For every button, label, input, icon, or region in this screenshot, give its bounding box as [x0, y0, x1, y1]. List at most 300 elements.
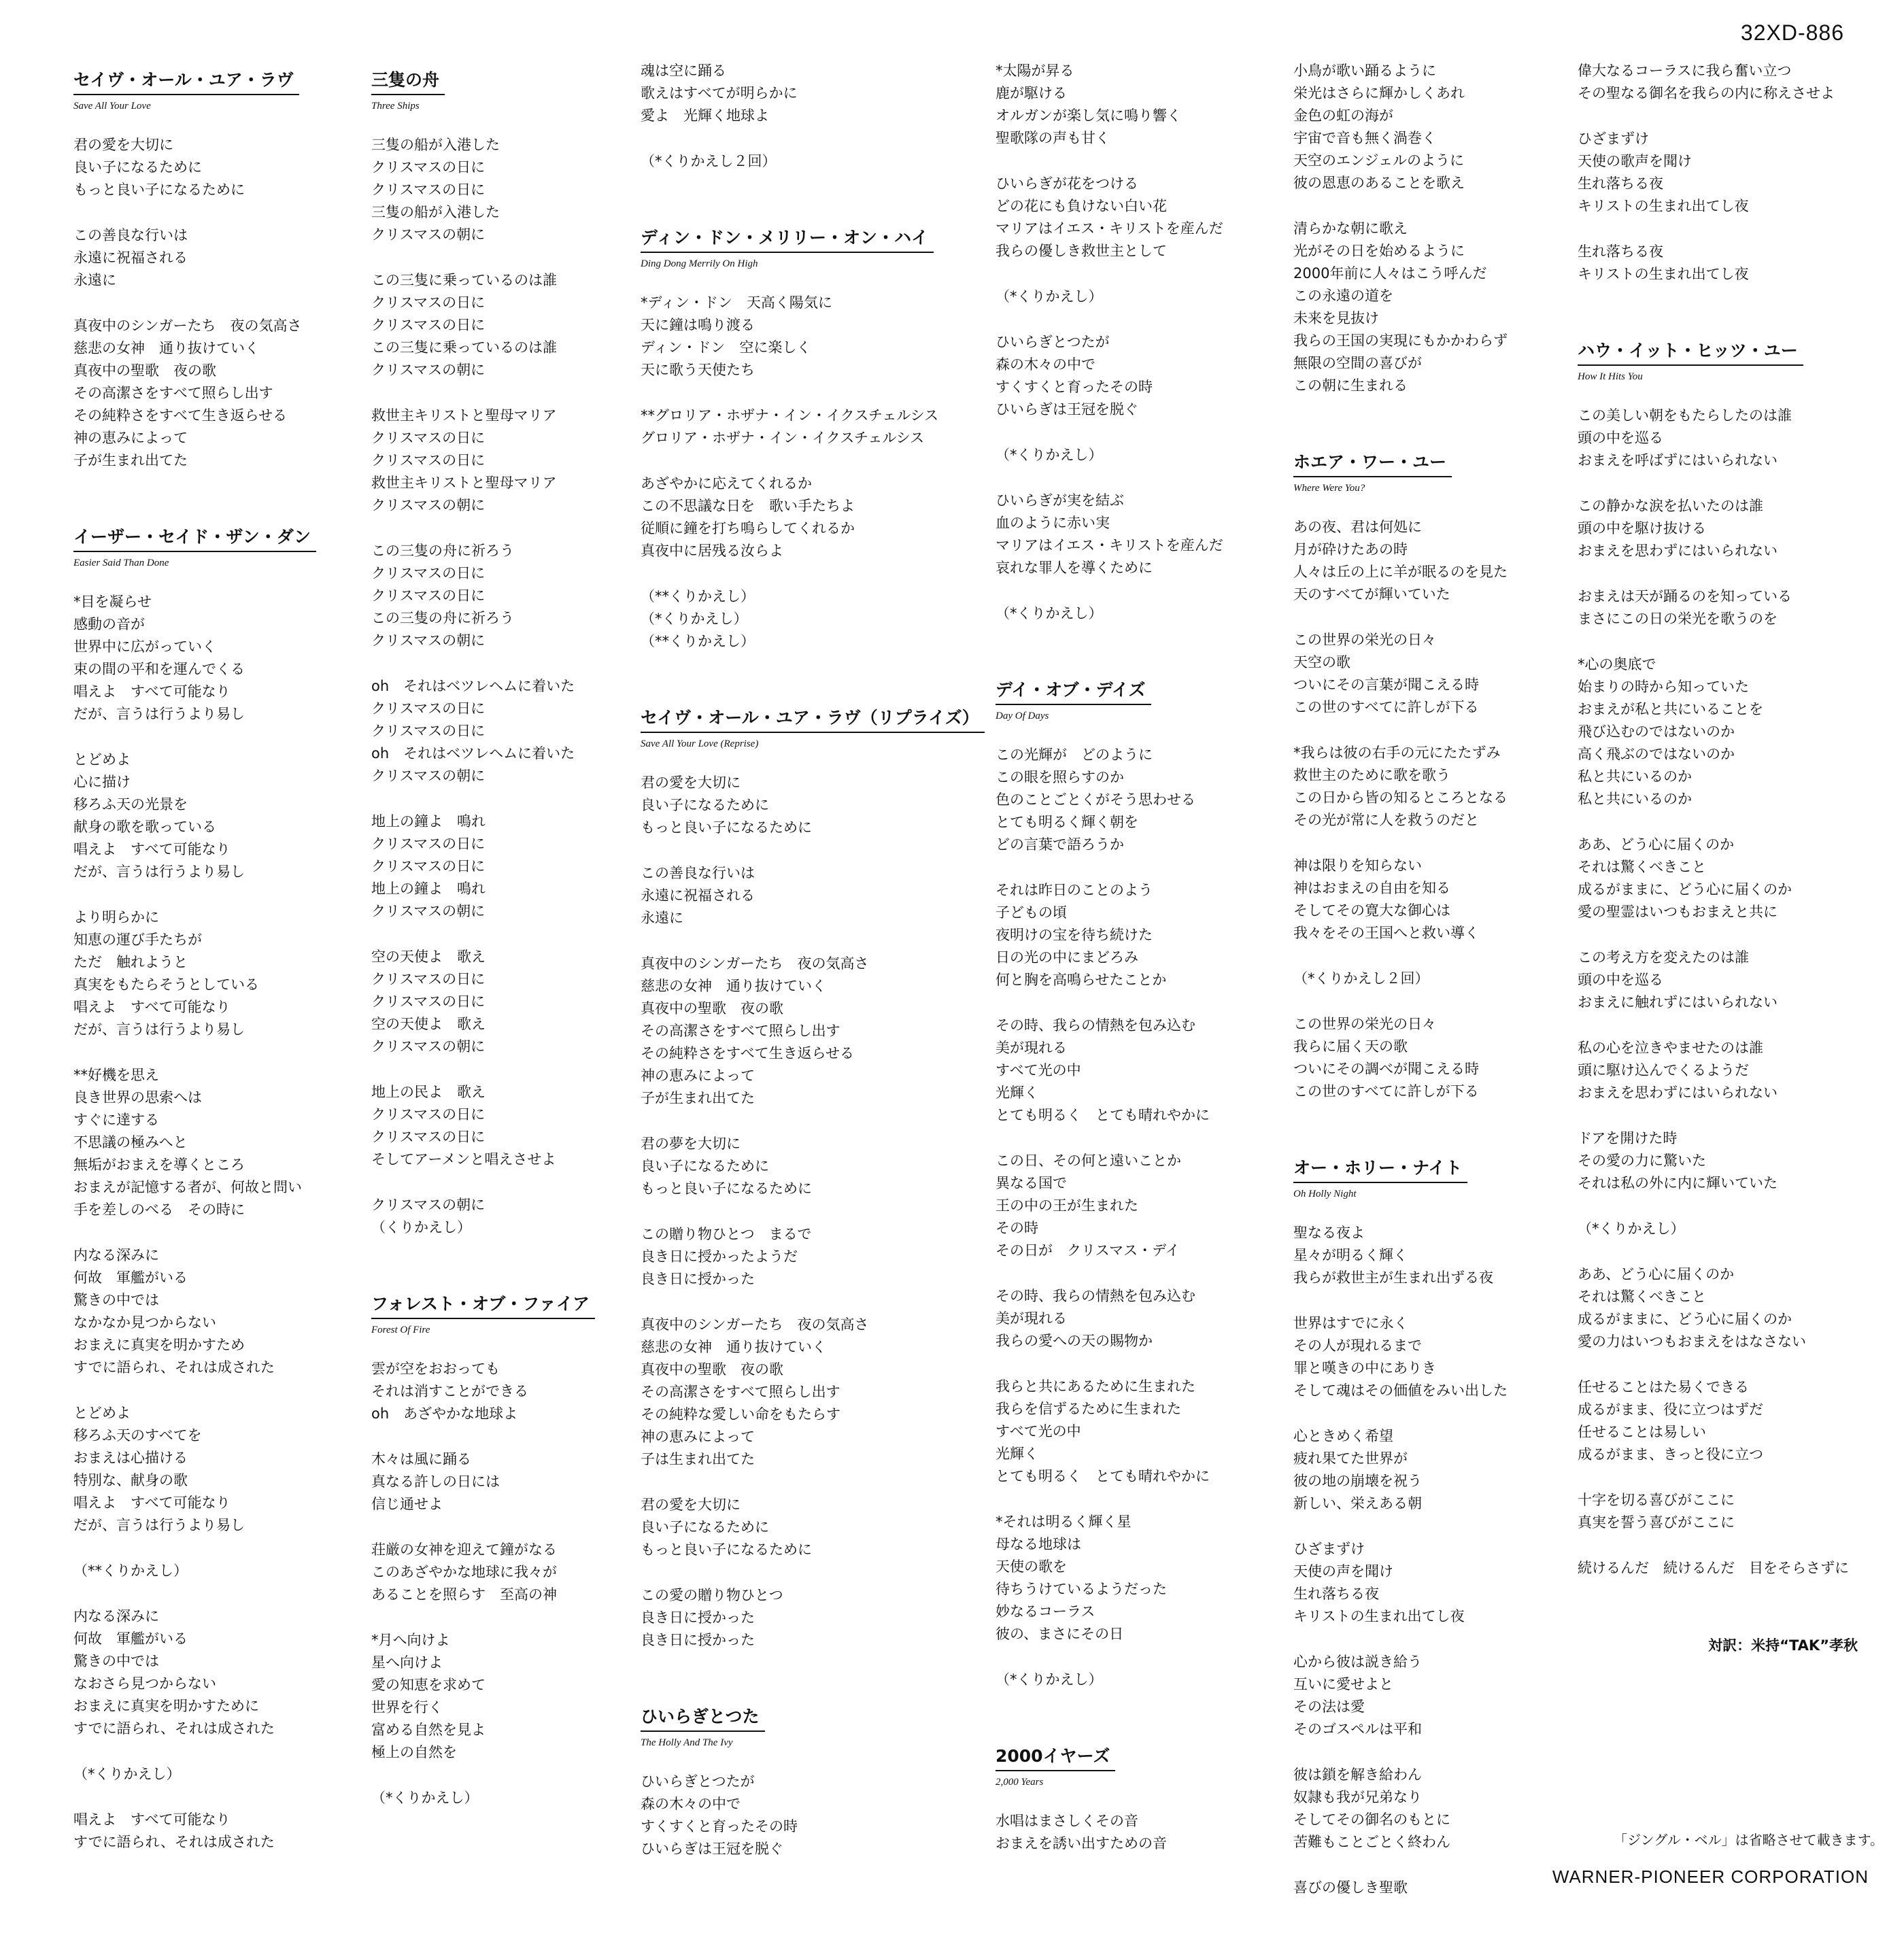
lyric-stanza	[641, 473, 926, 562]
lyric-line: 天空の歌	[1293, 654, 1350, 670]
lyric-line: キリストの生まれ出てし夜	[1578, 198, 1749, 214]
lyric-line: このあざやかな地球に我々が	[371, 1564, 557, 1580]
lyric-line: 美が現れる	[996, 1040, 1067, 1056]
lyric-stanza	[996, 490, 1281, 579]
lyric-stanza	[1293, 1764, 1579, 1854]
lyric-line: マリアはイエス・キリストを産んだ	[996, 537, 1223, 553]
lyric-line: 何と胸を高鳴らせたことか	[996, 972, 1167, 988]
song-title: 2000イヤーズ	[996, 1743, 1115, 1771]
lyric-line: 世界を行く	[371, 1699, 443, 1716]
lyric-line: クリスマスの日に	[371, 565, 486, 581]
lyric-line: クリスマスの朝に	[371, 497, 486, 513]
lyric-stanza	[996, 1810, 1281, 1855]
lyric-stanza	[73, 749, 359, 883]
lyric-line: （*くりかえし２回）	[641, 153, 777, 169]
lyric-line: 待ちうけているようだった	[996, 1581, 1167, 1597]
lyric-stanza	[641, 1494, 926, 1561]
lyric-line: 新しい、栄えある朝	[1293, 1495, 1422, 1512]
lyric-line: その時、我らの情熱を包み込む	[996, 1017, 1195, 1034]
lyric-line: 神はおまえの自由を知る	[1293, 880, 1450, 896]
lyric-line: 我らと共にあるために生まれた	[996, 1378, 1195, 1395]
lyric-stanza	[1578, 1127, 1863, 1195]
lyric-stanza	[371, 675, 657, 787]
lyric-stanza	[371, 1629, 657, 1764]
song-block	[996, 1736, 1281, 1855]
lyric-line: 慈悲の女神 通り抜けていく	[641, 1339, 826, 1355]
lyric-line: ひいらぎとつたが	[996, 334, 1110, 350]
lyric-line: クリスマスの日に	[371, 159, 486, 175]
lyric-line: どの言葉で語ろうか	[996, 836, 1124, 853]
lyric-line: だが、言うは行うより易し	[73, 1517, 245, 1533]
lyric-line: 心ときめく希望	[1293, 1428, 1393, 1444]
lyric-line: 内なる深みに	[73, 1608, 159, 1624]
lyric-line: クリスマスの日に	[371, 836, 486, 852]
song-block	[371, 60, 657, 1239]
lyric-line: 続けるんだ 続けるんだ 目をそらさずに	[1578, 1560, 1849, 1576]
song-title: フォレスト・オブ・ファイア	[371, 1291, 595, 1319]
lyric-line: おまえが記憶する者が、何故と問い	[73, 1179, 302, 1195]
lyric-line: 天使の声を聞け	[1293, 1563, 1393, 1580]
lyric-line: 君の夢を大切に	[641, 1136, 741, 1152]
lyric-line: 真実を誓う喜びがここに	[1578, 1514, 1735, 1531]
lyric-line: 2000年前に人々はこう呼んだ	[1293, 265, 1487, 282]
lyric-line: 良い子になるために	[641, 797, 769, 813]
lyric-line: 慈悲の女神 通り抜けていく	[641, 978, 826, 994]
lyric-line: 星々が明るく輝く	[1293, 1247, 1408, 1263]
lyric-line: この世のすべてに許しが下る	[1293, 699, 1479, 715]
lyric-line: 三隻の船が入港した	[371, 204, 500, 220]
lyric-line: クリスマスの日に	[371, 430, 486, 446]
lyric-line: 良き日に授かった	[641, 1271, 755, 1287]
lyric-line: **グロリア・ホザナ・イン・イクスチェルシス	[641, 407, 939, 424]
lyric-line: 喜びの優しき聖歌	[1293, 1879, 1408, 1896]
lyric-line: 私と共にいるのか	[1578, 791, 1692, 807]
lyric-line: クリスマスの日に	[371, 858, 486, 874]
lyric-stanza	[641, 60, 926, 127]
lyric-line: 空の天使よ 歌え	[371, 1016, 486, 1032]
song-subtitle: The Holly And The Ivy	[641, 1737, 733, 1748]
lyric-line: 唱えよ すべて可能なり	[73, 683, 231, 700]
lyric-line: 成るがままに、どう心に届くのか	[1578, 1311, 1792, 1327]
lyric-line: 真夜中のシンガーたち 夜の気高さ	[641, 955, 869, 972]
lyric-line: *太陽が昇る	[996, 63, 1074, 79]
lyric-line: 苦難もことごとく終わん	[1293, 1834, 1450, 1850]
lyric-line: クリスマスの朝に	[371, 226, 486, 243]
lyric-line: クリスマスの日に	[371, 182, 486, 198]
lyric-line: 光輝く	[996, 1446, 1038, 1462]
lyric-stanza	[641, 1133, 926, 1200]
lyric-line: もっと良い子になるために	[73, 182, 245, 198]
lyric-line: 子は生まれ出てた	[641, 1451, 755, 1467]
lyric-stanza	[641, 953, 926, 1110]
lyric-line: （*くりかえし）	[996, 447, 1103, 463]
lyric-line: その光が常に人を救うのだと	[1293, 812, 1479, 828]
lyric-stanza	[371, 811, 657, 923]
lyric-stanza	[1293, 1538, 1579, 1628]
lyric-line: 良き世界の思索へは	[73, 1089, 202, 1106]
lyric-line: あの夜、君は何処に	[1293, 519, 1422, 535]
lyric-stanza	[641, 405, 939, 449]
lyric-line: おまえに触れずにはいられない	[1578, 994, 1778, 1010]
lyric-line: クリスマスの朝に	[371, 1038, 486, 1055]
lyric-stanza	[73, 1809, 359, 1854]
lyric-stanza	[1293, 742, 1579, 832]
lyric-line: 信じ通せよ	[371, 1496, 443, 1512]
lyric-line: 何故 軍艦がいる	[73, 1269, 188, 1286]
song-subtitle: Oh Holly Night	[1293, 1189, 1357, 1199]
lyric-line: ひざまずけ	[1293, 1541, 1365, 1557]
song-title: 三隻の舟	[371, 67, 445, 95]
lyric-line: それは私の外に内に輝いていた	[1578, 1175, 1778, 1191]
lyric-stanza	[996, 744, 1281, 856]
lyric-stanza	[996, 879, 1281, 991]
lyric-line: 子どもの頃	[996, 904, 1067, 921]
lyric-line: *ディン・ドン 天高く陽気に	[641, 294, 832, 311]
lyric-line: 我らの王国の実現にもかかわらず	[1293, 332, 1508, 349]
lyric-stanza	[1293, 1425, 1579, 1515]
lyric-line: 良い子になるために	[73, 159, 202, 175]
lyric-stanza	[1578, 60, 1863, 105]
lyric-line: （**くりかえし）	[641, 588, 755, 604]
lyric-stanza	[1578, 1218, 1863, 1240]
lyric-line: 地上の鐘よ 鳴れ	[371, 813, 486, 830]
lyric-stanza	[1293, 218, 1579, 397]
lyrics-column-2	[371, 60, 657, 1854]
song-block	[1293, 1148, 1579, 1899]
song-title: セイヴ・オール・ユア・ラヴ（リプライズ）	[641, 704, 985, 733]
lyric-line: 我らの愛への天の賜物か	[996, 1333, 1153, 1349]
lyric-stanza	[641, 292, 926, 381]
lyric-line: すでに語られ、それは成された	[73, 1359, 275, 1376]
lyric-line: だが、言うは行うより易し	[73, 864, 245, 880]
lyric-line: 神は限りを知らない	[1293, 857, 1422, 874]
lyric-line: おまえが私と共にいることを	[1578, 701, 1763, 717]
lyric-line: 血のように赤い実	[996, 515, 1110, 531]
lyric-stanza	[996, 331, 1281, 421]
lyric-line: 偉大なるコーラスに我ら奮い立つ	[1578, 63, 1792, 79]
song-title: イーザー・セイド・ザン・ダン	[73, 524, 316, 552]
lyric-line: 永遠に祝福される	[73, 250, 188, 266]
song-subtitle: Forest Of Fire	[371, 1325, 430, 1335]
lyric-line: クリスマスの日に	[371, 700, 486, 717]
lyric-stanza	[1293, 855, 1579, 944]
lyric-line: ついにその調べが聞こえる時	[1293, 1061, 1479, 1077]
lyric-line: 私の心を泣きやませたのは誰	[1578, 1040, 1763, 1056]
lyric-line: この三隻に乗っているのは誰	[371, 272, 557, 288]
lyric-line: 世界はすでに永く	[1293, 1315, 1408, 1331]
lyric-line: 唱えよ すべて可能なり	[73, 1811, 231, 1828]
lyric-stanza	[73, 906, 359, 1041]
lyric-line: ああ、どう心に届くのか	[1578, 1266, 1735, 1282]
lyric-line: 生れ落ちる夜	[1293, 1586, 1379, 1602]
lyric-line: とどめよ	[73, 1405, 131, 1421]
lyric-line: 真夜中のシンガーたち 夜の気高さ	[73, 318, 302, 334]
lyric-line: 頭の中を巡る	[1578, 972, 1663, 988]
lyric-line: 神の恵みによって	[73, 430, 188, 446]
lyric-line: とても明るく とても晴れやかに	[996, 1107, 1210, 1123]
song-subtitle: Ding Dong Merrily On High	[641, 258, 758, 269]
song-block	[641, 1696, 926, 1860]
lyric-line: その法は愛	[1293, 1699, 1365, 1715]
lyric-stanza	[996, 1014, 1281, 1127]
song-block	[1578, 330, 1863, 1580]
lyric-stanza	[73, 224, 359, 292]
lyric-line: 愛の知恵を求めて	[371, 1677, 486, 1693]
lyric-line: 知恵の運び手たちが	[73, 932, 202, 948]
lyric-line: 水唱はまさしくその音	[996, 1813, 1138, 1829]
lyric-line: 唱えよ すべて可能なり	[73, 1495, 231, 1511]
lyric-line: この善良な行いは	[73, 227, 188, 243]
catalog-number: 32XD-886	[1740, 20, 1844, 45]
song-subtitle: Easier Said Than Done	[73, 558, 169, 568]
lyric-line: とても明るく とても晴れやかに	[996, 1468, 1210, 1484]
lyric-line: 真夜中の聖歌 夜の歌	[641, 1361, 783, 1378]
song-subtitle: Where Were You?	[1293, 483, 1365, 494]
lyric-line: この世界の栄光の日々	[1293, 632, 1436, 648]
lyric-line: 永遠に祝福される	[641, 887, 755, 904]
lyric-line: 我らが救世主が生まれ出ずる夜	[1293, 1269, 1493, 1286]
lyric-line: （**くりかえし）	[641, 633, 755, 649]
lyric-line: すでに語られ、それは成された	[73, 1834, 275, 1850]
lyric-line: 人々は丘の上に羊が眠るのを見た	[1293, 564, 1508, 580]
lyric-line: 愛の力はいつもおまえをはなさない	[1578, 1333, 1806, 1350]
lyrics-column-6	[1578, 60, 1863, 1624]
lyric-stanza	[73, 134, 359, 201]
lyric-line: *それは明るく輝く星	[996, 1514, 1132, 1530]
lyric-line: 空の天使よ 歌え	[371, 949, 486, 965]
lyric-line: この三隻の舟に祈ろう	[371, 543, 514, 559]
lyric-line: 雲が空をおおっても	[371, 1361, 500, 1377]
lyric-line: oh それはベツレヘムに着いた	[371, 745, 575, 762]
lyric-line: その高潔さをすべて照らし出す	[641, 1384, 840, 1400]
lyric-line: すくすくと育ったその時	[641, 1818, 798, 1835]
lyric-line: 美が現れる	[996, 1310, 1067, 1327]
lyric-stanza	[1293, 1312, 1579, 1402]
lyrics-column-1	[73, 60, 359, 1898]
lyric-line: 真夜中の聖歌 夜の歌	[73, 362, 216, 379]
lyric-line: 哀れな罪人を導くために	[996, 560, 1153, 576]
lyric-line: 愛の聖霊はいつもおまえと共に	[1578, 904, 1778, 920]
lyric-line: この愛の贈り物ひとつ	[641, 1587, 783, 1603]
lyric-line: ひいらぎとつたが	[641, 1773, 755, 1790]
lyric-line: （*くりかえし）	[371, 1790, 479, 1806]
lyric-line: *我らは彼の右手の元にたたずみ	[1293, 745, 1501, 761]
lyric-stanza	[641, 1314, 926, 1471]
lyric-line: *心の奥底で	[1578, 656, 1656, 672]
lyric-stanza	[371, 1358, 657, 1425]
song-block	[641, 60, 926, 173]
lyric-line: 富める自然を見よ	[371, 1722, 486, 1738]
lyric-line: おまえに真実を明かすため	[73, 1337, 245, 1353]
lyric-line: ドアを開けた時	[1578, 1130, 1678, 1146]
lyric-line: おまえを思わずにはいられない	[1578, 543, 1778, 559]
song-title: ホエア・ワー・ユー	[1293, 449, 1452, 477]
lyric-line: 永遠に	[641, 910, 683, 926]
lyric-line: 天空のエンジェルのように	[1293, 152, 1465, 169]
lyric-line: 良き日に授かった	[641, 1609, 755, 1626]
song-block	[371, 1284, 657, 1809]
lyric-line: 高く飛ぶのではないのか	[1578, 746, 1735, 762]
lyric-line: 母なる地球は	[996, 1536, 1081, 1552]
lyric-line: 彼は鎖を解き給わん	[1293, 1767, 1422, 1783]
lyric-stanza	[1578, 653, 1863, 811]
lyric-line: クリスマスの朝に	[371, 768, 486, 784]
song-subtitle: Three Ships	[371, 101, 420, 112]
lyric-line: （*くりかえし）	[1578, 1221, 1685, 1237]
lyric-line: クリスマスの朝に	[371, 1197, 486, 1213]
lyric-line: キリストの生まれ出てし夜	[1293, 1608, 1465, 1624]
lyric-line: すぐに達する	[73, 1112, 159, 1128]
lyric-line: この三隻に乗っているのは誰	[371, 339, 557, 356]
lyric-line: だが、言うは行うより易し	[73, 706, 245, 722]
lyric-stanza	[1578, 1263, 1863, 1353]
lyric-line: （*くりかえし）	[996, 1671, 1103, 1688]
lyric-line: 頭に駆け込んでくるようだ	[1578, 1062, 1749, 1078]
lyric-line: 唱えよ すべて可能なり	[73, 841, 231, 857]
lyric-line: 感動の音が	[73, 616, 145, 632]
lyric-line: クリスマスの日に	[371, 971, 486, 987]
song-block	[73, 517, 359, 1854]
lyric-line: ひざまずけ	[1578, 131, 1649, 147]
lyric-stanza	[996, 1511, 1281, 1645]
lyric-line: 良い子になるために	[641, 1158, 769, 1174]
song-subtitle: Save All Your Love	[73, 101, 151, 112]
lyric-stanza	[73, 1560, 359, 1582]
lyric-line: 神の恵みによって	[641, 1068, 755, 1084]
lyric-stanza	[641, 1584, 926, 1652]
lyric-line: 魂は空に踊る	[641, 63, 726, 79]
lyric-line: それは驚くべきこと	[1578, 1289, 1706, 1305]
lyric-stanza	[996, 1285, 1281, 1352]
lyric-stanza	[73, 591, 359, 726]
lyric-line: 始まりの時から知っていた	[1578, 679, 1749, 695]
lyric-stanza	[371, 1787, 657, 1809]
lyric-line: 救世主キリストと聖母マリア	[371, 475, 557, 491]
lyric-stanza	[371, 1081, 657, 1171]
lyric-line: 君の愛を大切に	[641, 1497, 741, 1513]
lyric-line: 私と共にいるのか	[1578, 768, 1692, 785]
lyric-line: 神の恵みによって	[641, 1429, 755, 1445]
lyric-line: おまえは天が踊るのを知っている	[1578, 588, 1792, 604]
lyric-line: 救世主キリストと聖母マリア	[371, 407, 557, 424]
lyric-line: おまえを誘い出すための音	[996, 1835, 1167, 1852]
song-title: ひいらぎとつた	[641, 1703, 765, 1732]
lyric-line: 世界中に広がっていく	[73, 638, 216, 655]
lyric-line: 宇宙で音も無く渦巻く	[1293, 130, 1436, 146]
lyric-stanza	[641, 150, 926, 173]
lyric-line: 無限の空間の喜びが	[1293, 355, 1422, 371]
lyric-stanza	[1578, 128, 1863, 218]
lyric-line: 天のすべてが輝いていた	[1293, 586, 1450, 602]
lyric-line: クリスマスの日に	[371, 452, 486, 468]
lyric-line: その愛の力に驚いた	[1578, 1153, 1706, 1169]
lyric-line: 光がその日を始めるように	[1293, 243, 1465, 259]
lyric-line: 内なる深みに	[73, 1247, 159, 1263]
lyric-line: 天に鐘は鳴り渡る	[641, 317, 755, 333]
lyrics-column-5	[1293, 60, 1579, 1944]
lyric-stanza	[641, 772, 926, 839]
lyric-line: ひいらぎは王冠を脱ぐ	[996, 401, 1138, 417]
song-block	[1578, 60, 1863, 286]
lyric-line: 夜明けの宝を待ち続けた	[996, 927, 1153, 943]
lyric-line: 地上の鐘よ 鳴れ	[371, 881, 486, 897]
lyric-stanza	[1578, 1037, 1863, 1104]
lyric-line: 互いに愛せよと	[1293, 1676, 1393, 1692]
lyric-stanza	[996, 173, 1281, 262]
lyric-line: 森の木々の中で	[996, 356, 1095, 373]
lyric-line: （*くりかえし２回）	[1293, 970, 1429, 987]
lyric-stanza	[371, 134, 657, 246]
translator-credit: 対訳：米持“TAK”孝秋	[1708, 1637, 1858, 1654]
lyric-line: 束の間の平和を運んでくる	[73, 661, 245, 677]
lyric-line: マリアはイエス・キリストを産んだ	[996, 220, 1223, 237]
lyric-line: 彼の、まさにその日	[996, 1626, 1124, 1642]
lyric-line: 永遠に	[73, 272, 116, 288]
lyric-line: 栄光はさらに輝かしくあれ	[1293, 85, 1465, 101]
lyric-line: 成るがまま、きっと役に立つ	[1578, 1446, 1763, 1463]
lyric-line: 成るがまま、役に立つはずだ	[1578, 1401, 1763, 1418]
lyric-line: それは消すことができる	[371, 1383, 528, 1399]
lyric-line: 日の光の中にまどろみ	[996, 949, 1138, 966]
lyric-line: 天使の歌声を聞け	[1578, 153, 1692, 169]
lyric-stanza	[1578, 585, 1863, 630]
lyric-line: とどめよ	[73, 751, 131, 768]
lyric-line: 王の中の王が生まれた	[996, 1197, 1138, 1214]
song-title: デイ・オブ・デイズ	[996, 677, 1151, 705]
lyric-line: 頭の中を巡る	[1578, 430, 1663, 446]
lyric-line: その高潔さをすべて照らし出す	[641, 1023, 840, 1039]
lyric-line: 何故 軍艦がいる	[73, 1631, 188, 1647]
lyric-line: この不思議な日を 歌い手たちよ	[641, 498, 855, 514]
lyric-line: もっと良い子になるために	[641, 1180, 812, 1197]
song-subtitle: Day Of Days	[996, 711, 1049, 721]
lyric-line: 光輝く	[996, 1085, 1038, 1101]
lyric-line: オルガンが楽し気に鳴り響く	[996, 107, 1181, 124]
lyric-line: グロリア・ホザナ・イン・イクスチェルシス	[641, 430, 925, 446]
lyric-line: ただ 触れようと	[73, 954, 188, 970]
lyric-line: 異なる国で	[996, 1175, 1067, 1191]
lyric-line: まさにこの日の栄光を歌うのを	[1578, 611, 1778, 627]
lyric-stanza	[371, 540, 657, 652]
lyric-line: 聖歌隊の声も甘く	[996, 130, 1110, 146]
lyric-stanza	[641, 1223, 926, 1291]
song-title: ハウ・イット・ヒッツ・ユー	[1578, 337, 1803, 366]
lyric-line: どの花にも負けない白い花	[996, 198, 1167, 214]
lyric-line: 不思議の極みへと	[73, 1134, 188, 1150]
lyric-line: その日が クリスマス・デイ	[996, 1242, 1180, 1259]
lyric-line: この永遠の道を	[1293, 288, 1393, 304]
lyric-line: 良い子になるために	[641, 1519, 769, 1535]
lyric-line: 救世主のために歌を歌う	[1293, 767, 1450, 783]
lyric-line: 真夜中のシンガーたち 夜の気高さ	[641, 1316, 869, 1333]
song-block	[1293, 442, 1579, 1103]
lyric-line: 木々は風に踊る	[371, 1451, 471, 1467]
lyric-line: もっと良い子になるために	[641, 1541, 812, 1558]
lyric-line: この世のすべてに許しが下る	[1293, 1083, 1479, 1099]
lyric-line: 頭の中を駆け抜ける	[1578, 520, 1706, 536]
song-title: オー・ホリー・ナイト	[1293, 1155, 1467, 1183]
lyric-stanza	[371, 405, 657, 517]
lyric-line: 唱えよ すべて可能なり	[73, 999, 231, 1015]
lyric-line: oh それはベツレヘムに着いた	[371, 678, 575, 694]
lyric-stanza	[996, 60, 1281, 150]
lyric-stanza	[1293, 60, 1579, 194]
lyric-line: その高潔さをすべて照らし出す	[73, 385, 273, 401]
lyric-stanza	[371, 946, 657, 1058]
lyric-line: ひいらぎは王冠を脱ぐ	[641, 1841, 783, 1857]
lyric-line: そしてアーメンと唱えさせよ	[371, 1151, 556, 1167]
lyric-line: 真なる許しの日には	[371, 1473, 500, 1490]
